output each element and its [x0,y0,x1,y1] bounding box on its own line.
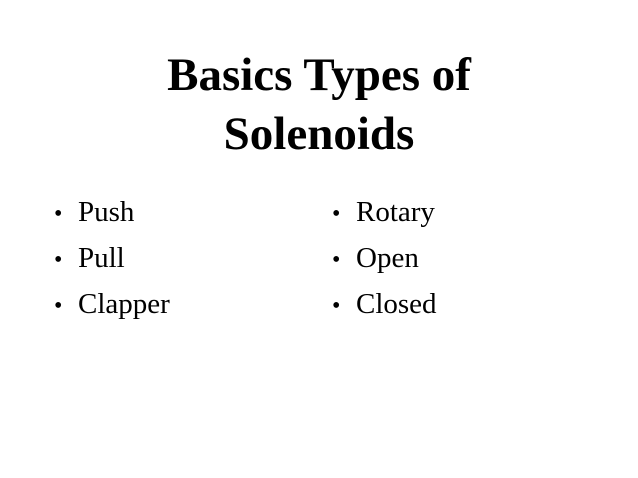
bullet-item-pull [54,242,304,288]
slide-title-line-2: Solenoids [223,108,415,160]
bullet-icon: • [54,201,63,227]
bullet-item-closed [332,288,612,334]
bullet-text: Closed [356,288,437,320]
bullet-text: Open [356,242,419,274]
bullet-icon: • [332,247,341,273]
bullet-text: Rotary [356,196,435,228]
bullet-item-clapper [54,288,304,334]
bullet-list-right [332,196,612,334]
bullet-icon: • [332,201,341,227]
bullet-icon: • [54,293,63,319]
bullet-text: Pull [78,242,125,274]
bullet-text: Push [78,196,135,228]
bullet-icon: • [54,247,63,273]
bullet-item-push [54,196,304,242]
bullet-text: Clapper [78,288,170,320]
bullet-item-open [332,242,612,288]
bullet-item-rotary [332,196,612,242]
slide-title [0,46,638,164]
bullet-list-left [54,196,304,334]
slide-title-line-1: Basics Types of [167,49,471,101]
bullet-icon: • [332,293,341,319]
